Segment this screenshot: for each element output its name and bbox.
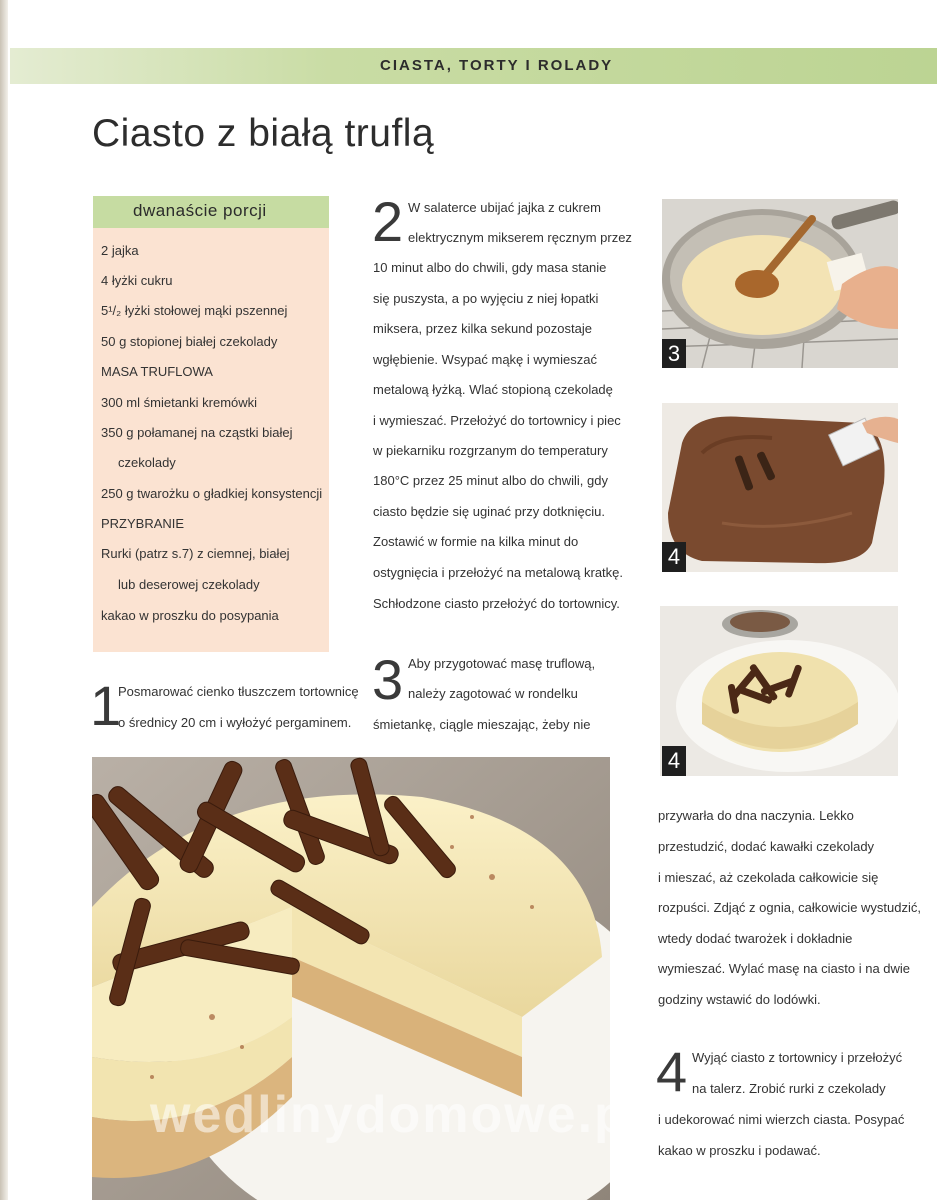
step-text-line: wgłębienie. Wsypać mąkę i wymieszać — [373, 352, 597, 367]
step-text-line: śmietankę, ciągle mieszając, żeby nie — [373, 717, 591, 732]
step-text-line: w piekarniku rozgrzanym do temperatury — [373, 443, 608, 458]
step-text-line: Zostawić w formie na kilka minut do — [373, 534, 579, 549]
photo-step-label: 4 — [662, 542, 686, 572]
page-title: Ciasto z białą truflą — [92, 112, 435, 155]
step-text-line: Wyjąć ciasto z tortownicy i przełożyć — [692, 1050, 903, 1065]
ingredient-item: 350 g połamanej na cząstki białej — [101, 425, 293, 440]
step-text-line: się puszysta, a po wyjęciu z niej łopatki — [373, 291, 599, 306]
step-text-line: W salaterce ubijać jajka z cukrem — [408, 200, 601, 215]
step-number: 1 — [90, 674, 122, 737]
step-text-line: 10 minut albo do chwili, gdy masa stanie — [373, 260, 607, 275]
ingredient-item: 5¹/₂ łyżki stołowej mąki pszennej — [101, 303, 288, 318]
ingredient-item: 4 łyżki cukru — [101, 273, 173, 288]
chocolate-illustration — [662, 403, 898, 572]
step-text-line: Aby przygotować masę truflową, — [408, 656, 596, 671]
ingredient-item-continued: lub deserowej czekolady — [118, 577, 260, 592]
step-text-line: należy zagotować w rondelku — [408, 686, 578, 701]
ingredients-box — [93, 196, 329, 652]
servings-label: dwanaście porcji — [133, 201, 267, 220]
ingredients-header — [93, 196, 329, 228]
photo-step-label: 4 — [662, 746, 686, 776]
step-text-line: elektrycznym mikserem ręcznym przez — [408, 230, 632, 245]
step-number: 4 — [656, 1040, 688, 1103]
ingredient-subheading: MASA TRUFLOWA — [101, 364, 213, 379]
step-text-line: kakao w proszku i podawać. — [658, 1143, 821, 1158]
step-text-line: o średnicy 20 cm i wyłożyć pergaminem. — [118, 715, 352, 730]
step-number: 3 — [372, 648, 404, 711]
step-photo-decorated-cake — [660, 606, 898, 776]
step-photo-saucepan — [662, 199, 898, 368]
step-text-line: przywarła do dna naczynia. Lekko — [658, 808, 854, 823]
step-text-line: ciasto będzie się uginać przy dotknięciu. — [373, 504, 605, 519]
step-text-line: Schłodzone ciasto przełożyć do tortownicy. — [373, 596, 620, 611]
step-text-line: godziny wstawić do lodówki. — [658, 992, 821, 1007]
ingredient-item-continued: czekolady — [118, 455, 176, 470]
step-text-line: miksera, przez kilka sekund pozostaje — [373, 321, 592, 336]
step-text-line: metalową łyżką. Wlać stopioną czekoladę — [373, 382, 613, 397]
step-text-line: rozpuści. Zdjąć z ognia, całkowicie wystudzić, — [658, 900, 921, 915]
step-text-line: i udekorować nimi wierzch ciasta. Posypać — [658, 1112, 905, 1127]
ingredient-item: 2 jajka — [101, 243, 139, 258]
step-text-line: Posmarować cienko tłuszczem tortownicę — [118, 684, 359, 699]
ingredient-subheading: PRZYBRANIE — [101, 516, 185, 531]
step-text-line: przestudzić, dodać kawałki czekolady — [658, 839, 875, 854]
step-text-line: i mieszać, aż czekolada całkowicie się — [658, 870, 879, 885]
step-text-line: na talerz. Zrobić rurki z czekolady — [692, 1081, 886, 1096]
photo-step-label: 3 — [662, 339, 686, 368]
step-photo-chocolate — [662, 403, 898, 572]
step-text-line: wymieszać. Wylać masę na ciasto i na dwie — [658, 961, 911, 976]
decorated-cake-illustration — [660, 606, 898, 776]
ingredient-item: 50 g stopionej białej czekolady — [101, 334, 278, 349]
step-number: 2 — [372, 190, 404, 253]
step-text-line: i wymieszać. Przełożyć do tortownicy i piec — [373, 413, 621, 428]
ingredient-item: 250 g twarożku o gładkiej konsystencji — [101, 486, 323, 501]
page-edge — [0, 0, 8, 1200]
step-text-line: 180°C przez 25 minut albo do chwili, gdy — [373, 473, 608, 488]
saucepan-illustration — [662, 199, 898, 368]
ingredient-item: kakao w proszku do posypania — [101, 608, 279, 623]
ingredient-item: 300 ml śmietanki kremówki — [101, 395, 258, 410]
step-text-line: ostygnięcia i przełożyć na metalową kratkę. — [373, 565, 624, 580]
step-text-line: wtedy dodać twarożek i dokładnie — [658, 931, 853, 946]
ingredient-item: Rurki (patrz s.7) z ciemnej, białej — [101, 546, 290, 561]
section-title: CIASTA, TORTY I ROLADY — [380, 57, 614, 74]
watermark: wedlinydomowe.pl — [150, 1086, 645, 1144]
